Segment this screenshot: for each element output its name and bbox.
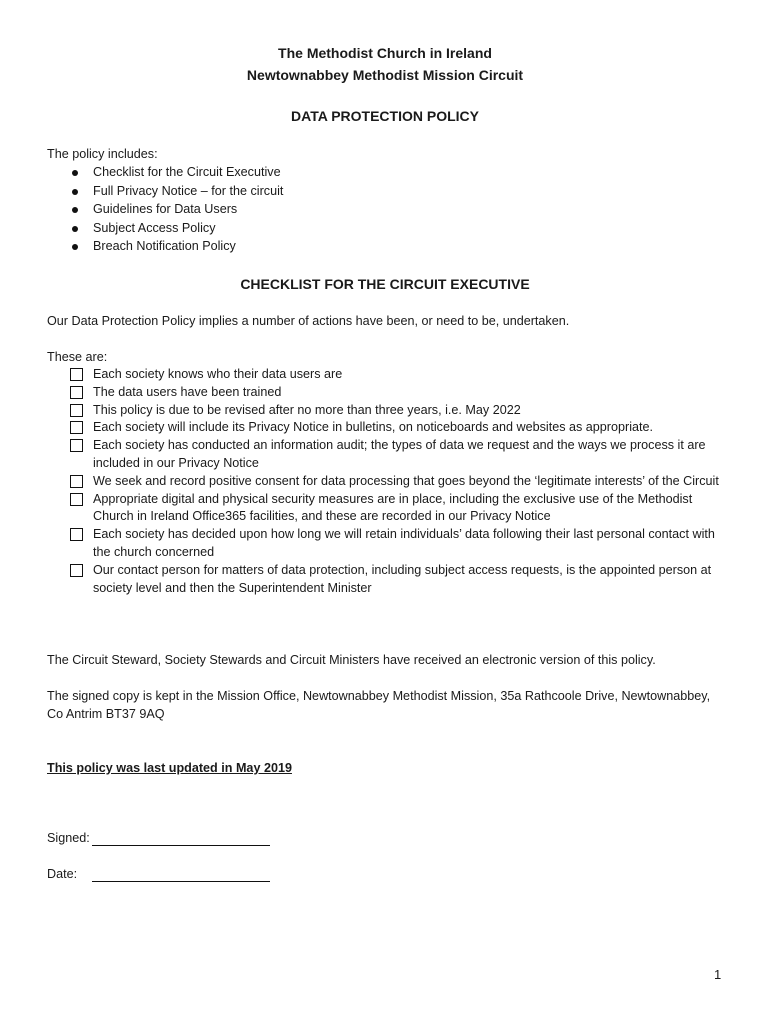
bullet-icon: [72, 244, 78, 250]
these-are-label: These are:: [47, 350, 108, 364]
page-number: 1: [714, 967, 722, 982]
includes-item-label: Full Privacy Notice – for the circuit: [93, 183, 284, 198]
signed-label: Signed:: [47, 831, 90, 845]
checkbox[interactable]: [70, 564, 83, 577]
checklist-heading: CHECKLIST FOR THE CIRCUIT EXECUTIVE: [240, 276, 530, 292]
checkbox[interactable]: [70, 439, 83, 452]
includes-item: [47, 238, 283, 257]
circuit-name: Newtownabbey Methodist Mission Circuit: [246, 67, 524, 83]
checkbox[interactable]: [70, 528, 83, 541]
checklist-item-label: Our contact person for matters of data protection, including subject access requests, is the appointed person at society level and then the Superintendent Minister: [93, 562, 712, 595]
includes-list: [47, 164, 283, 257]
checklist-item-label: Appropriate digital and physical security measures are in place, including the exclusive use of the Methodist Church in Ireland Office365 facilities, and these are recorded in our Privacy Notice: [93, 491, 693, 524]
includes-item: [47, 183, 283, 202]
bullet-icon: [72, 226, 78, 232]
checklist-item: [70, 366, 730, 384]
checklist-item: [70, 437, 730, 473]
bullet-icon: [72, 207, 78, 213]
signature-line[interactable]: [92, 845, 270, 846]
checklist-item-label: Each society has conducted an information audit; the types of data we request and the ways we process it are included in our Privacy Notice: [93, 438, 706, 470]
includes-item: [47, 201, 283, 220]
last-updated-note: This policy was last updated in May 2019: [47, 761, 292, 775]
checklist-item: [70, 384, 730, 402]
bullet-icon: [72, 170, 78, 176]
checklist-item-label: Each society knows who their data users are: [93, 367, 343, 381]
includes-item-label: Breach Notification Policy: [93, 239, 236, 253]
checklist-item-label: Each society has decided upon how long we will retain individuals’ data following their last personal contact with the church concerned: [93, 527, 715, 559]
checkbox[interactable]: [70, 368, 83, 381]
checklist: [70, 366, 730, 597]
checklist-item-label: The data users have been trained: [93, 384, 282, 399]
includes-item-label: Checklist for the Circuit Executive: [93, 165, 281, 179]
checkbox[interactable]: [70, 475, 83, 488]
checkbox[interactable]: [70, 404, 83, 417]
includes-intro: The policy includes:: [47, 147, 158, 161]
checkbox[interactable]: [70, 421, 83, 434]
checklist-item: [70, 526, 730, 562]
includes-item: [47, 164, 283, 183]
checklist-item: [70, 562, 730, 598]
checkbox[interactable]: [70, 493, 83, 506]
policy-title: DATA PROTECTION POLICY: [291, 108, 479, 124]
checklist-item: [70, 491, 730, 527]
includes-item: [47, 220, 283, 239]
bullet-icon: [72, 189, 78, 195]
date-line[interactable]: [92, 881, 270, 882]
church-name: The Methodist Church in Ireland: [278, 45, 492, 61]
includes-item-label: Subject Access Policy: [93, 220, 216, 235]
checklist-item: [70, 419, 730, 437]
checklist-item-label: This policy is due to be revised after no more than three years, i.e. May 2022: [93, 402, 521, 417]
includes-item-label: Guidelines for Data Users: [93, 202, 238, 216]
checklist-item: [70, 402, 730, 420]
checklist-intro: Our Data Protection Policy implies a number of actions have been, or need to be, undertaken.: [47, 314, 570, 328]
distribution-note: The Circuit Steward, Society Stewards and Circuit Ministers have received an electronic version of this policy.: [47, 653, 656, 667]
checklist-item-label: We seek and record positive consent for data processing that goes beyond the ‘legitimate interests’ of the Circuit: [93, 473, 719, 488]
checklist-item: [70, 473, 730, 491]
checklist-item-label: Each society will include its Privacy Notice in bulletins, on noticeboards and websites as appropriate.: [93, 420, 654, 435]
checkbox[interactable]: [70, 386, 83, 399]
signed-copy-note: The signed copy is kept in the Mission Office, Newtownabbey Methodist Mission, 35a Rathcoole Drive, Newtownabbey, Co Antrim BT37 9AQ: [47, 689, 711, 721]
date-label: Date:: [47, 867, 78, 881]
